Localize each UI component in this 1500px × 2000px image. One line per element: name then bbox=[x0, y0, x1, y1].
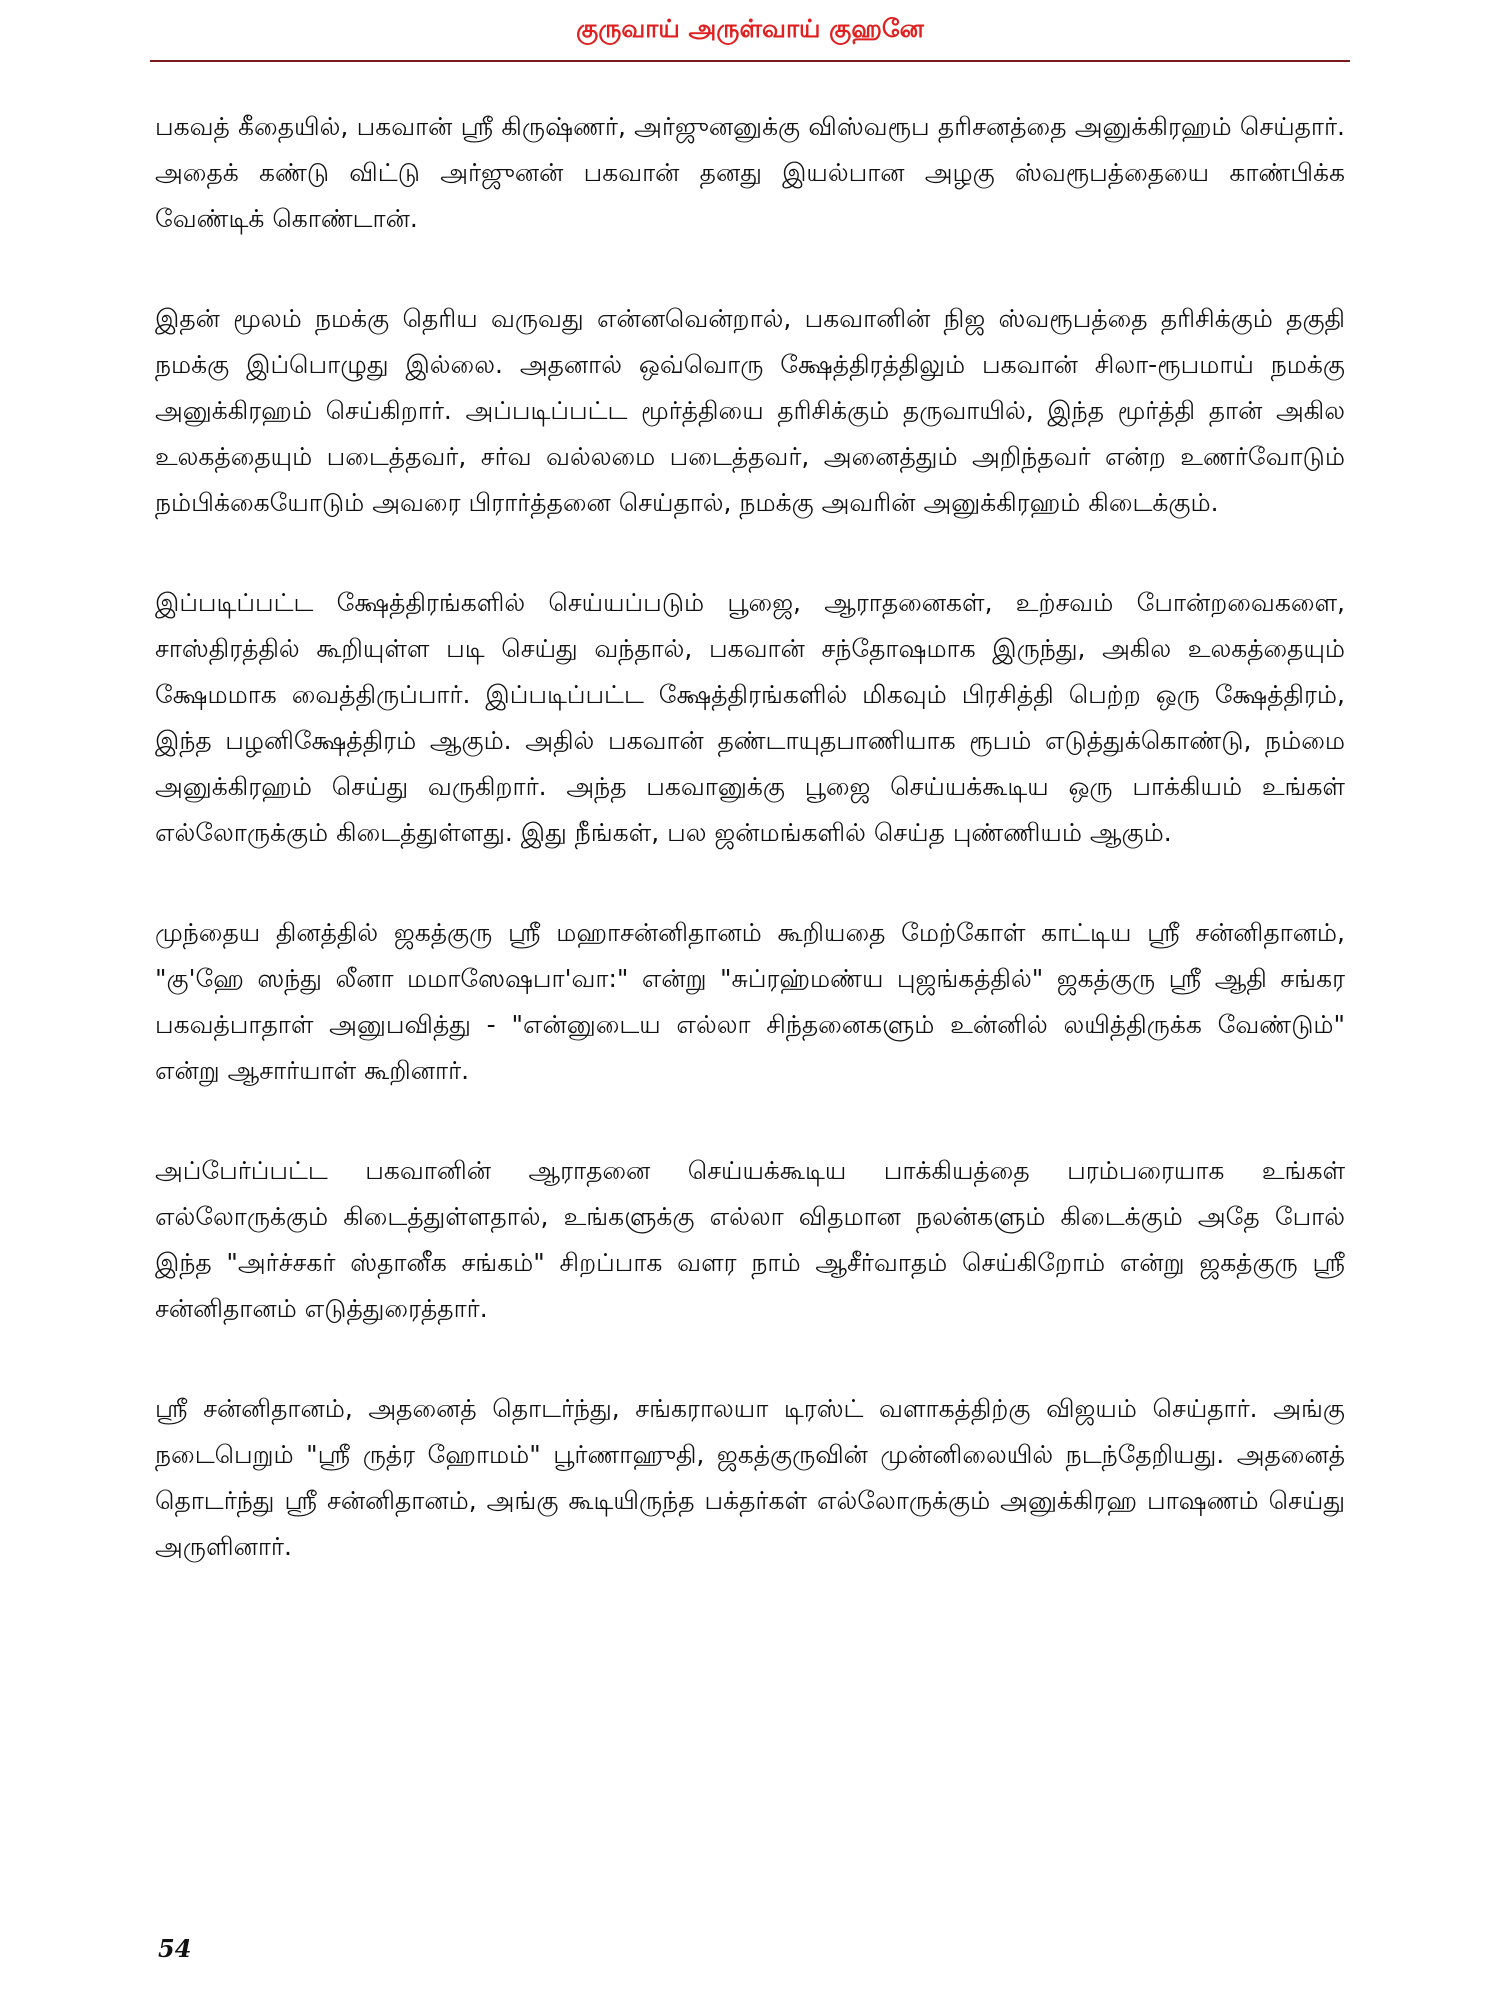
paragraph-2: இதன் மூலம் நமக்கு தெரிய வருவது என்னவென்றால், பகவானின் நிஜ ஸ்வரூபத்தை தரிசிக்கும் தகுதி நமக்கு இப்பொழுது இல்லை. அதனால் ஒவ்வொரு க்ஷேத்திரத்திலும் பகவான் சிலா-ரூபமாய் நமக்கு அனுக்கிரஹம் செய்கிறார். அப்படிப்பட்ட மூர்த்தியை தரிசிக்கும் தருவாயில், இந்த மூர்த்தி தான் அகில உலகத்தையும் படைத்தவர், சர்வ வல்லமை படைத்தவர், அனைத்தும் அறிந்தவர் என்ற உணர்வோடும் நம்பிக்கையோடும் அவரை பிரார்த்தனை செய்தால், நமக்கு அவரின் அனுக்கிரஹம் கிடைக்கும். bbox=[155, 304, 1345, 517]
page-header-title: குருவாய் அருள்வாய் குஹனே bbox=[576, 14, 924, 43]
paragraph-5: அப்பேர்ப்பட்ட பகவானின் ஆராதனை செய்யக்கூடிய பாக்கியத்தை பரம்பரையாக உங்கள் எல்லோருக்கும் கிடைத்துள்ளதால், உங்களுக்கு எல்லா விதமான நலன்களும் கிடைக்கும் அதே போல் இந்த "அர்ச்சகர் ஸ்தானீக சங்கம்" சிறப்பாக வளர நாம் ஆசீர்வாதம் செய்கிறோம் என்று ஜகத்குரு ஸ்ரீ சன்னிதானம் எடுத்துரைத்தார். bbox=[155, 1156, 1345, 1323]
page-number: 54 bbox=[158, 1934, 192, 1963]
paragraph-6: ஸ்ரீ சன்னிதானம், அதனைத் தொடர்ந்து, சங்கராலயா டிரஸ்ட் வளாகத்திற்கு விஜயம் செய்தார். அங்கு நடைபெறும் "ஸ்ரீ ருத்ர ஹோமம்" பூர்ணாஹுதி, ஜகத்குருவின் முன்னிலையில் நடந்தேறியது. அதனைத் தொடர்ந்து ஸ்ரீ சன்னிதானம், அங்கு கூடியிருந்த பக்தர்கள் எல்லோருக்கும் அனுக்கிரஹ பாஷணம் செய்து அருளினார். bbox=[155, 1394, 1345, 1561]
paragraph-4: முந்தைய தினத்தில் ஜகத்குரு ஸ்ரீ மஹாசன்னிதானம் கூறியதை மேற்கோள் காட்டிய ஸ்ரீ சன்னிதானம், "கு'ஹே ஸந்து லீனா மமாஸேஷபா'வா:" என்று "சுப்ரஹ்மண்ய புஜங்கத்தில்" ஜகத்குரு ஸ்ரீ ஆதி சங்கர பகவத்பாதாள் அனுபவித்து - "என்னுடைய எல்லா சிந்தனைகளும் உன்னில் லயித்திருக்க வேண்டும்" என்று ஆசார்யாள் கூறினார். bbox=[155, 918, 1345, 1085]
paragraph-1: பகவத் கீதையில், பகவான் ஸ்ரீ கிருஷ்ணர், அர்ஜுனனுக்கு விஸ்வரூப தரிசனத்தை அனுக்கிரஹம் செய்தார். அதைக் கண்டு விட்டு அர்ஜுனன் பகவான் தனது இயல்பான அழகு ஸ்வரூபத்தையை காண்பிக்க வேண்டிக் கொண்டான். bbox=[155, 112, 1345, 233]
header-divider bbox=[150, 60, 1350, 62]
paragraph-3: இப்படிப்பட்ட க்ஷேத்திரங்களில் செய்யப்படும் பூஜை, ஆராதனைகள், உற்சவம் போன்றவைகளை, சாஸ்திரத்தில் கூறியுள்ள படி செய்து வந்தால், பகவான் சந்தோஷமாக இருந்து, அகில உலகத்தையும் க்ஷேமமாக வைத்திருப்பார். இப்படிப்பட்ட க்ஷேத்திரங்களில் மிகவும் பிரசித்தி பெற்ற ஒரு க்ஷேத்திரம், இந்த பழனிக்ஷேத்திரம் ஆகும். அதில் பகவான் தண்டாயுதபாணியாக ரூபம் எடுத்துக்கொண்டு, நம்மை அனுக்கிரஹம் செய்து வருகிறார். அந்த பகவானுக்கு பூஜை செய்யக்கூடிய ஒரு பாக்கியம் உங்கள் எல்லோருக்கும் கிடைத்துள்ளது. இது நீங்கள், பல ஜன்மங்களில் செய்த புண்ணியம் ஆகும். bbox=[155, 588, 1345, 847]
body-text bbox=[155, 104, 1345, 1624]
